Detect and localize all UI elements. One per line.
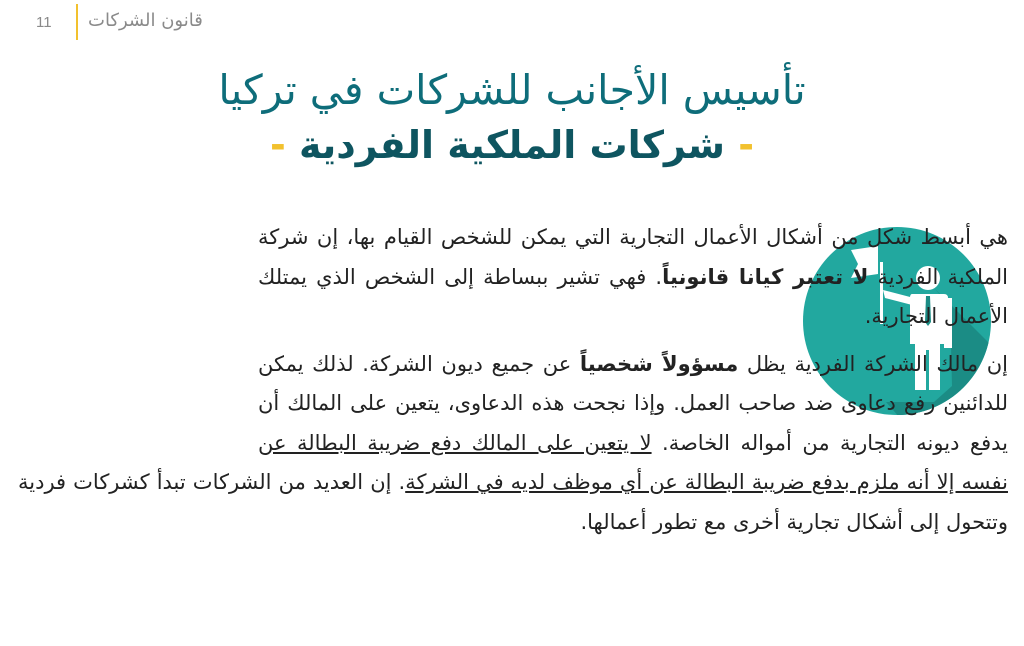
body-text: [18, 218, 1008, 550]
title-block: [0, 62, 1024, 172]
header-divider: [76, 4, 78, 40]
paragraph-liability: إن مالك الشركة الفردية يظل مسؤولاً شخصياً عن جميع ديون الشركة. لذلك يمكن للدائنين رفع دعاوى ضد صاحب العمل. وإذا نجحت هذه الدعاوى، يتعين على المالك أن يدفع ديونه التجارية من أمواله الخاصة. لا يتعين على المالك دفع ضريبة البطالة عن نفسه إلا أنه ملزم بدفع ضريبة البطالة عن أي موظف لديه في الشركة. إن العديد من الشركات تبدأ كشركات فردية وتتحول إلى أشكال تجارية أخرى مع تطور أعمالها.: [18, 351, 1008, 534]
page-subtitle: [0, 118, 1024, 172]
bold-phrase-personally-liable: مسؤولاً شخصياً: [579, 351, 739, 376]
running-head: قانون الشركات: [88, 10, 203, 31]
bold-phrase-not-legal-entity: لا تعتبر كيانا قانونياً: [662, 264, 869, 289]
subtitle-dash-left: -: [269, 123, 286, 167]
subtitle-text: شركات الملكية الفردية: [298, 123, 726, 167]
page-title: تأسيس الأجانب للشركات في تركيا: [218, 66, 806, 114]
paragraph-definition: هي أبسط شكل من أشكال الأعمال التجارية التي يمكن للشخص القيام بها، إن شركة الملكية الفردية لا تعتبر كيانا قانونياً. فهي تشير ببساطة إلى الشخص الذي يمتلك الأعمال التجارية.: [258, 225, 1008, 328]
subtitle-dash-right: -: [738, 123, 755, 167]
underlined-unemployment-tax-note: لا يتعين على المالك دفع ضريبة البطالة عن نفسه إلا أنه ملزم بدفع ضريبة البطالة عن أي موظف لديه في الشركة: [258, 430, 1008, 494]
page-number: 11: [36, 14, 52, 31]
page-header: [0, 0, 1024, 48]
